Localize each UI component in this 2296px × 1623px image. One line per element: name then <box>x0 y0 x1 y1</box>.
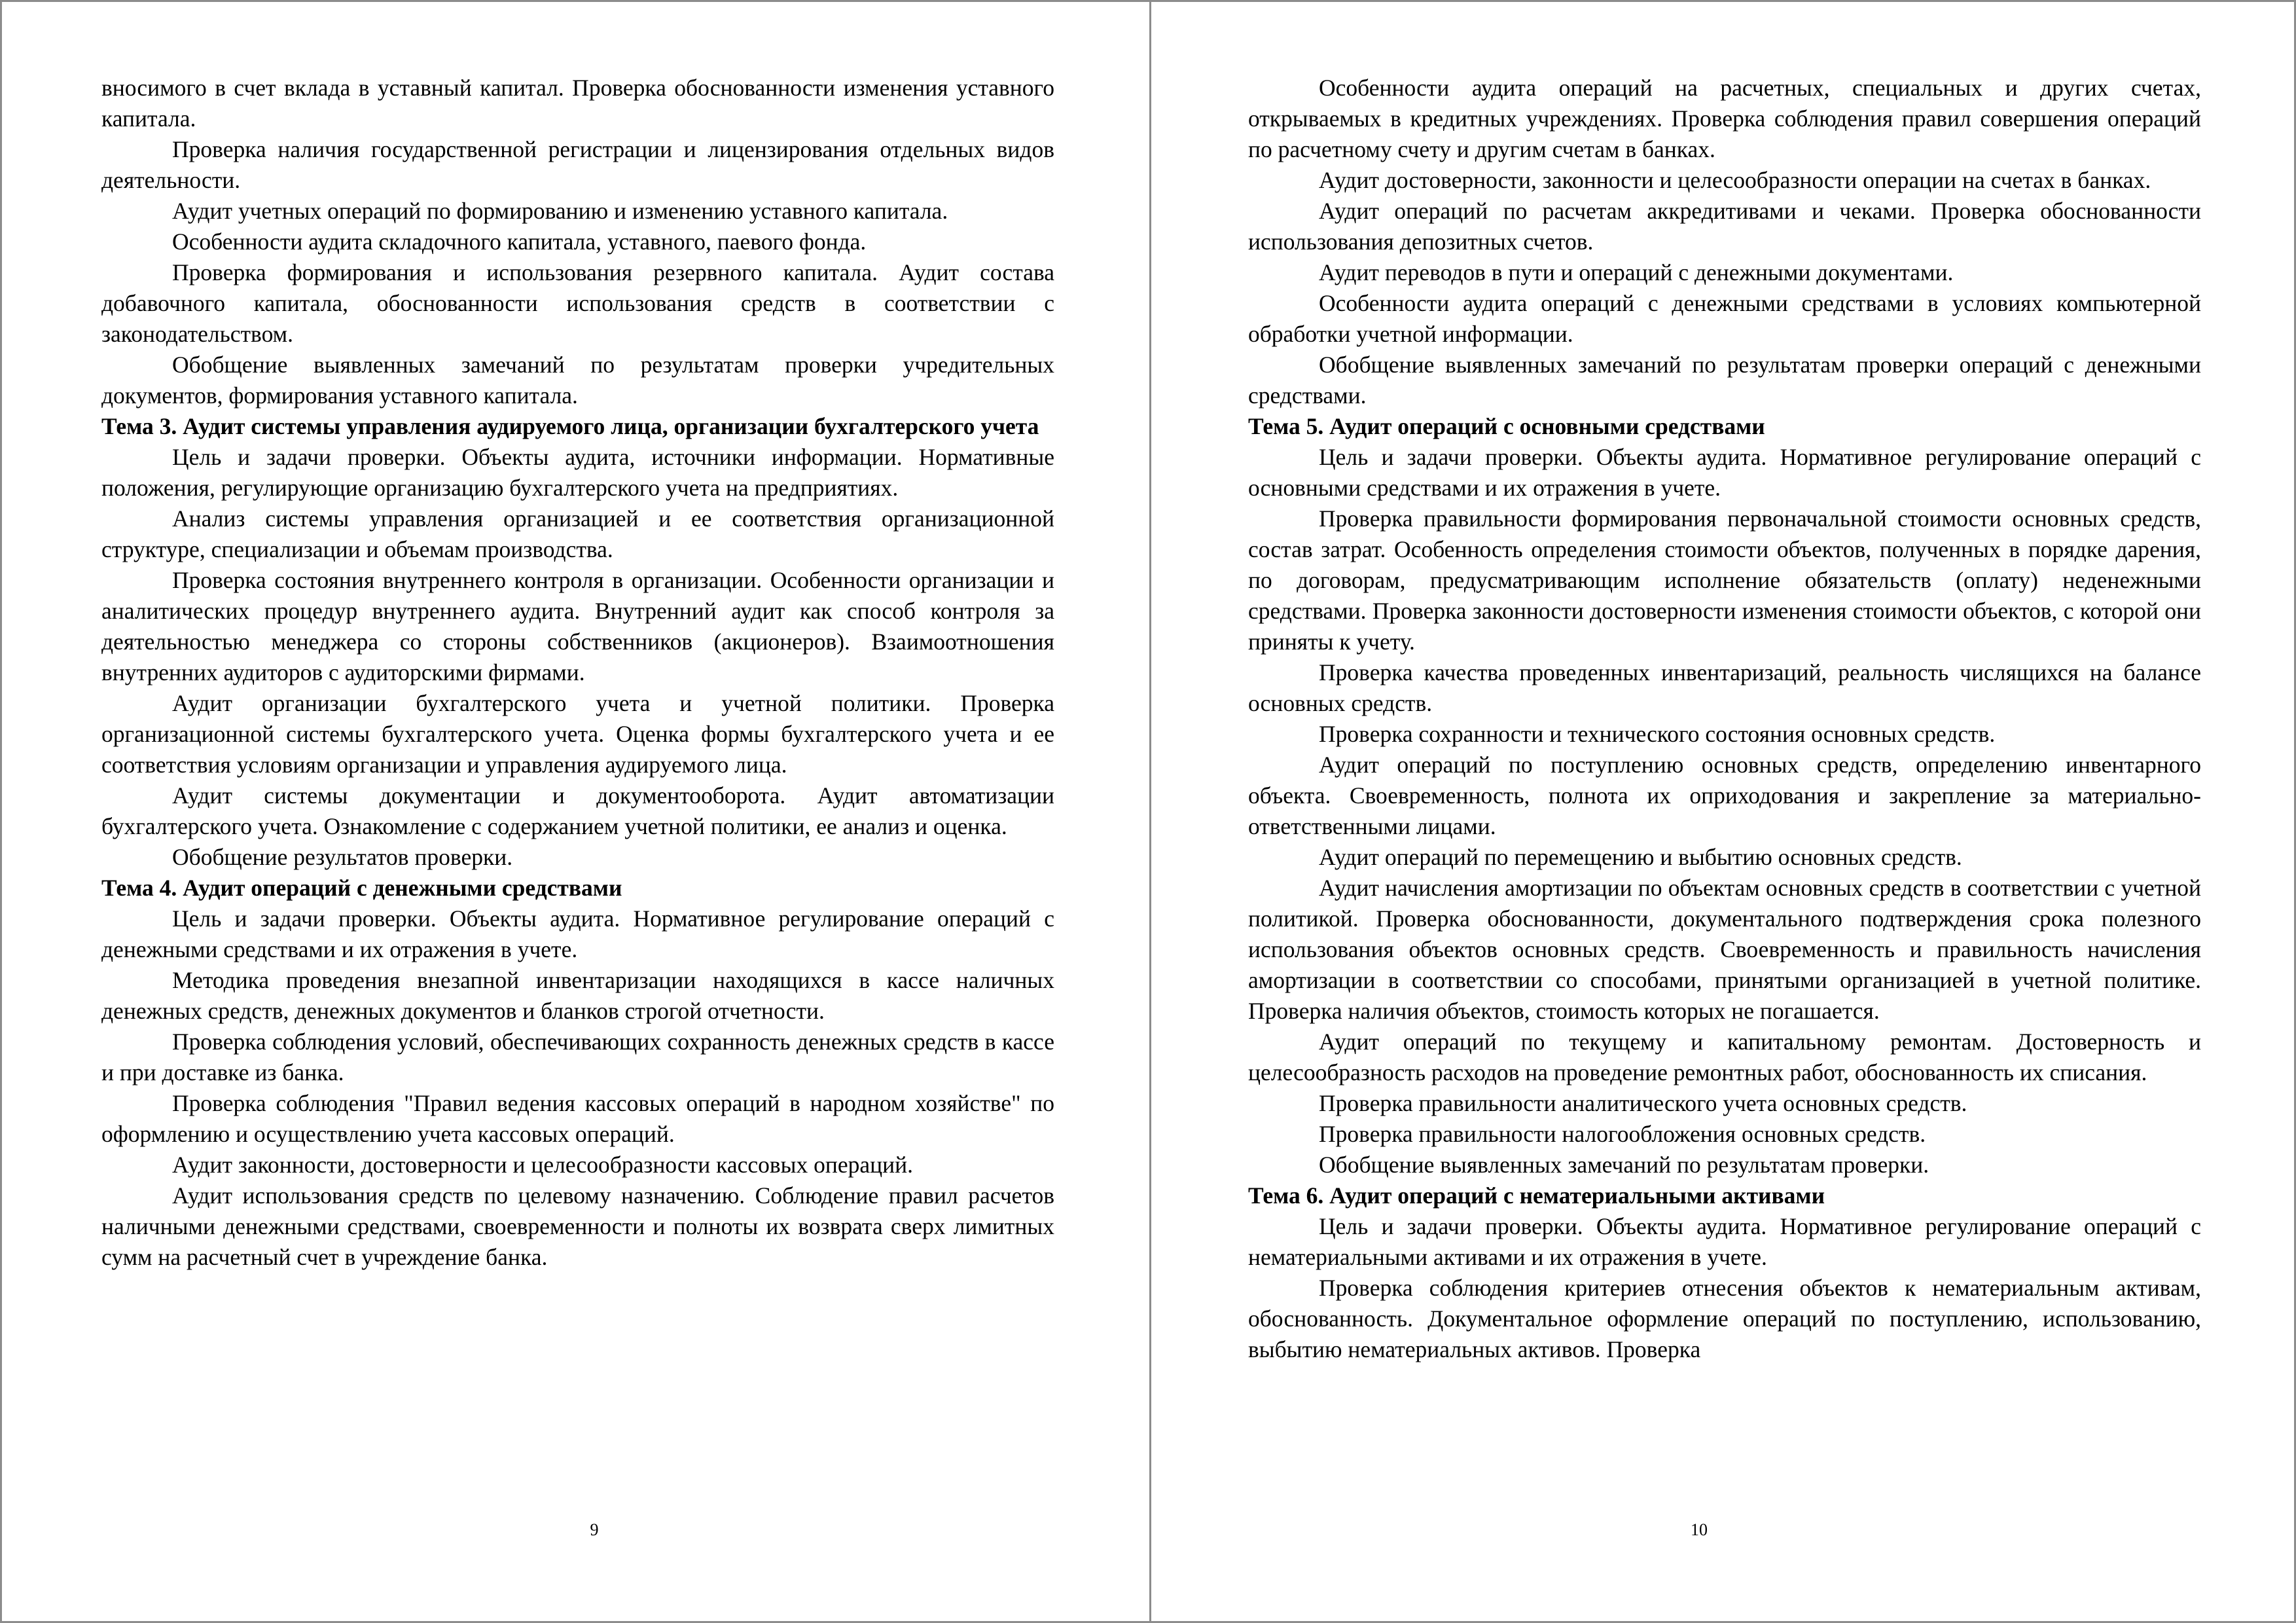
paragraph: Особенности аудита операций с денежными средствами в условиях компьютерной обработки учетной информации. <box>1248 290 2201 347</box>
page-number: 10 <box>1691 1520 1708 1539</box>
paragraph: Методика проведения внезапной инвентаризации находящихся в кассе наличных денежных средств, денежных документов и бланков строгой отчетности. <box>101 967 1054 1024</box>
paragraph: Особенности аудита операций на расчетных, специальных и других счетах, открываемых в кредитных учреждениях. Проверка соблюдения правил совершения операций по расчетному счету и другим счетам в банках. <box>1248 75 2201 162</box>
section-heading: Тема 5. Аудит операций с основными средствами <box>1248 413 1765 439</box>
paragraph: Цель и задачи проверки. Объекты аудита. Нормативное регулирование операций с нематериальными активами и их отражения в учете. <box>1248 1213 2201 1270</box>
paragraph: Аудит организации бухгалтерского учета и учетной политики. Проверка организационной системы бухгалтерского учета. Оценка формы бухгалтерского учета и ее соответствия условиям организации и управления аудируемого лица. <box>101 690 1054 778</box>
paragraph: Проверка состояния внутреннего контроля в организации. Особенности организации и аналитических процедур внутреннего аудита. Внутренний аудит как способ контроля за деятельностью менеджера со стороны собственников (акционеров). Взаимоотношения внутренних аудиторов с аудиторскими фирмами. <box>101 567 1054 685</box>
paragraph: Аудит учетных операций по формированию и изменению уставного капитала. <box>172 198 948 224</box>
right-page-text <box>1248 73 2201 1365</box>
section-heading: Тема 4. Аудит операций с денежными средствами <box>101 875 622 901</box>
paragraph: Аудит переводов в пути и операций с денежными документами. <box>1319 259 1954 285</box>
paragraph: Особенности аудита складочного капитала, уставного, паевого фонда. <box>172 228 867 255</box>
page-number: 9 <box>590 1520 599 1539</box>
paragraph: Аудит системы документации и документооборота. Аудит автоматизации бухгалтерского учета. Ознакомление с содержанием учетной политики, ее анализ и оценка. <box>101 782 1054 839</box>
paragraph: Проверка формирования и использования резервного капитала. Аудит состава добавочного капитала, обоснованности использования средств в соответствии с законодательством. <box>101 259 1054 347</box>
paragraph: Аудит операций по поступлению основных средств, определению инвентарного объекта. Своевременность, полнота их оприходования и закрепление за материально-ответственными лицами. <box>1248 752 2201 839</box>
paragraph: Обобщение результатов проверки. <box>172 844 513 870</box>
paragraph: Цель и задачи проверки. Объекты аудита. Нормативное регулирование операций с основными средствами и их отражения в учете. <box>1248 444 2201 501</box>
paragraph: Цель и задачи проверки. Объекты аудита, источники информации. Нормативные положения, регулирующие организацию бухгалтерского учета на предприятиях. <box>101 444 1054 501</box>
paragraph: Проверка правильности налогообложения основных средств. <box>1319 1121 1926 1147</box>
paragraph: Аудит начисления амортизации по объектам основных средств в соответствии с учетной политикой. Проверка обоснованности, документального подтверждения срока полезного использования объектов основных средств. Своевременность и правильность начисления амортизации в соответствии со способами, принятыми организацией в учетной политике. Проверка наличия объектов, стоимость которых не погашается. <box>1248 875 2201 1024</box>
paragraph: Проверка сохранности и технического состояния основных средств. <box>1319 721 1996 747</box>
section-heading: Тема 3. Аудит системы управления аудируемого лица, организации бухгалтерского учета <box>101 413 1039 439</box>
paragraph: Обобщение выявленных замечаний по результатам проверки операций с денежными средствами. <box>1248 352 2201 409</box>
paragraph: Проверка соблюдения критериев отнесения объектов к нематериальным активам, обоснованность. Документальное оформление операций по поступлению, использованию, выбытию нематериальных активов. Проверка <box>1248 1275 2201 1362</box>
paragraph: Аудит операций по текущему и капитальному ремонтам. Достоверность и целесообразность расходов на проведение ремонтных работ, обоснованность их списания. <box>1248 1029 2201 1085</box>
paragraph: Обобщение выявленных замечаний по результатам проверки учредительных документов, формирования уставного капитала. <box>101 352 1054 409</box>
paragraph: Проверка наличия государственной регистрации и лицензирования отдельных видов деятельности. <box>101 136 1054 193</box>
paragraph: Аудит операций по перемещению и выбытию основных средств. <box>1319 844 1962 870</box>
paragraph: Проверка соблюдения "Правил ведения кассовых операций в народном хозяйстве" по оформлению и осуществлению учета кассовых операций. <box>101 1090 1054 1147</box>
paragraph: Обобщение выявленных замечаний по результатам проверки. <box>1319 1152 1929 1178</box>
paragraph: Анализ системы управления организацией и ее соответствия организационной структуре, специализации и объемам производства. <box>101 505 1054 562</box>
right-page <box>1151 2 2296 1621</box>
paragraph: Проверка соблюдения условий, обеспечивающих сохранность денежных средств в кассе и при доставке из банка. <box>101 1029 1054 1085</box>
paragraph: Проверка качества проведенных инвентаризаций, реальность числящихся на балансе основных средств. <box>1248 659 2201 716</box>
left-page-text <box>101 73 1054 1273</box>
paragraph: Проверка правильности аналитического учета основных средств. <box>1319 1090 1967 1116</box>
paragraph: вносимого в счет вклада в уставный капитал. Проверка обоснованности изменения уставного капитала. <box>101 75 1054 132</box>
paragraph: Аудит законности, достоверности и целесообразности кассовых операций. <box>172 1152 913 1178</box>
paragraph: Аудит достоверности, законности и целесообразности операции на счетах в банках. <box>1319 167 2151 193</box>
paragraph: Цель и задачи проверки. Объекты аудита. Нормативное регулирование операций с денежными средствами и их отражения в учете. <box>101 905 1054 962</box>
paragraph: Аудит операций по расчетам аккредитивами и чеками. Проверка обоснованности использования депозитных счетов. <box>1248 198 2201 255</box>
paragraph: Аудит использования средств по целевому назначению. Соблюдение правил расчетов наличными денежными средствами, своевременности и полноты их возврата сверх лимитных сумм на расчетный счет в учреждение банка. <box>101 1182 1054 1270</box>
paragraph: Проверка правильности формирования первоначальной стоимости основных средств, состав затрат. Особенность определения стоимости объектов, полученных в порядке дарения, по договорам, предусматривающим исполнение обязательств (оплату) неденежными средствами. Проверка законности достоверности изменения стоимости объектов, с которой они приняты к учету. <box>1248 505 2201 655</box>
left-page <box>2 2 1150 1621</box>
section-heading: Тема 6. Аудит операций с нематериальными активами <box>1248 1182 1825 1209</box>
